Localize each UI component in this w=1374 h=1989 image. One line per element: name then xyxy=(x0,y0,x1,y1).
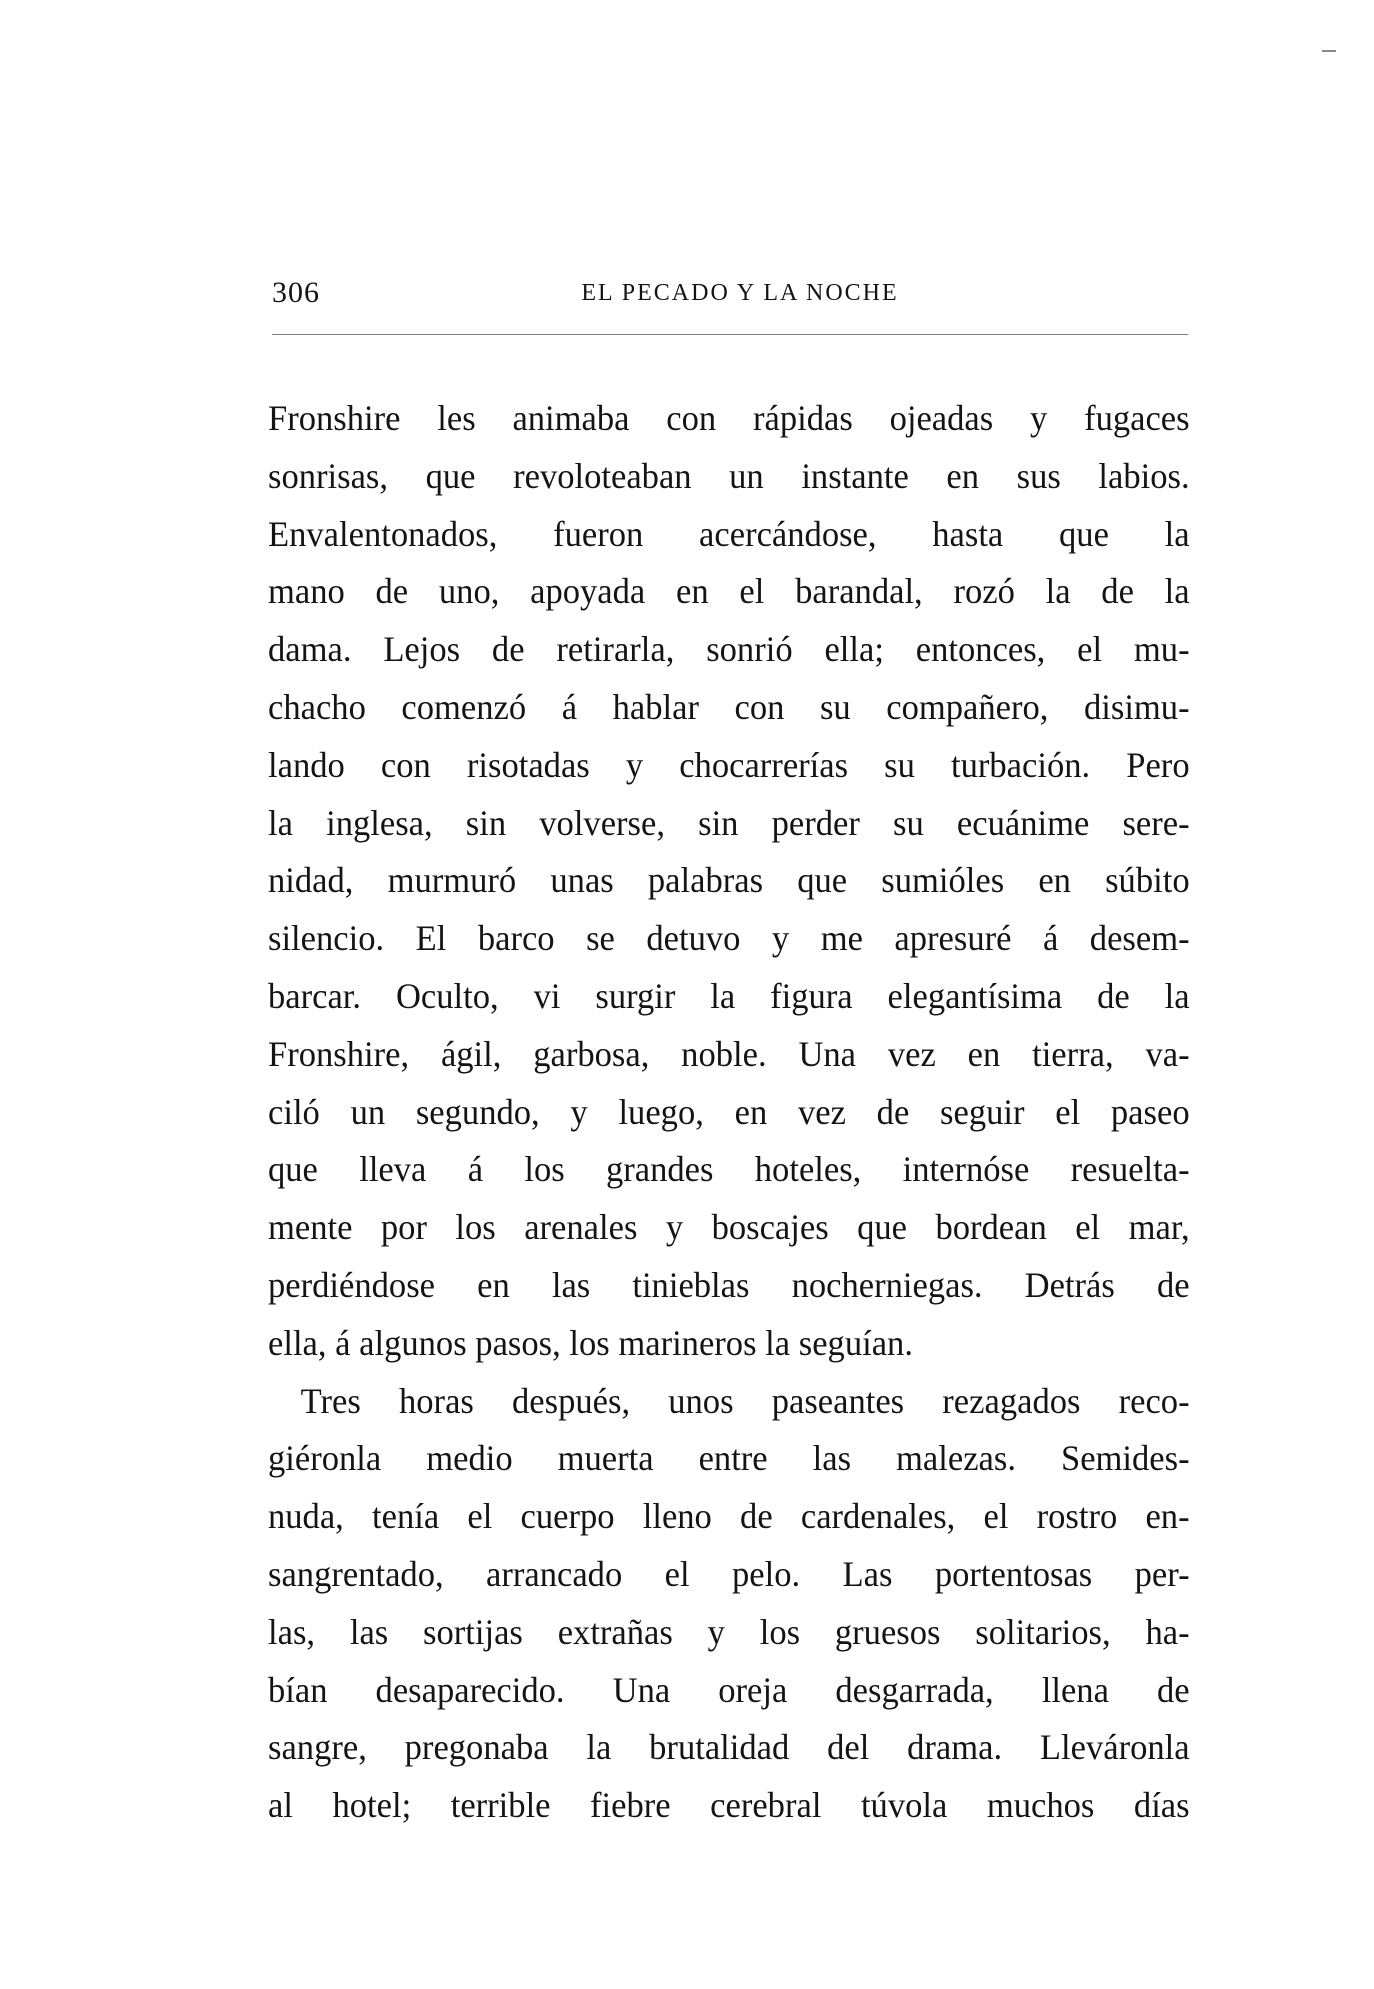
body-text xyxy=(268,390,1190,1835)
text-line: barcar. Oculto, vi surgir la figura elegantísima de la xyxy=(268,975,1190,1016)
header-rule xyxy=(272,334,1188,335)
text-line: la inglesa, sin volverse, sin perder su ecuánime sere- xyxy=(268,802,1190,843)
running-header xyxy=(272,276,1188,320)
text-line: lando con risotadas y chocarrerías su turbación. Pero xyxy=(268,744,1190,785)
text-line: chacho comenzó á hablar con su compañero, disimu- xyxy=(268,686,1190,727)
paragraph xyxy=(268,1373,1190,1835)
text-line: ella, á algunos pasos, los marineros la seguían. xyxy=(268,1322,913,1363)
page-number: 306 xyxy=(272,276,320,309)
text-line: perdiéndose en las tinieblas nocherniegas. Detrás de xyxy=(268,1264,1190,1305)
text-line: las, las sortijas extrañas y los gruesos solitarios, ha- xyxy=(268,1611,1190,1652)
text-line: al hotel; terrible fiebre cerebral túvola muchos días xyxy=(268,1785,1190,1826)
text-line: nidad, murmuró unas palabras que sumióles en súbito xyxy=(268,860,1190,901)
text-line: ciló un segundo, y luego, en vez de seguir el paseo xyxy=(268,1091,1190,1132)
text-line: bían desaparecido. Una oreja desgarrada, llena de xyxy=(268,1669,1190,1710)
text-line: giéronla medio muerta entre las malezas. Semides- xyxy=(268,1438,1190,1479)
text-line: mente por los arenales y boscajes que bordean el mar, xyxy=(268,1207,1190,1248)
text-line: dama. Lejos de retirarla, sonrió ella; entonces, el mu- xyxy=(268,629,1190,670)
text-line: sangre, pregonaba la brutalidad del drama. Lleváronla xyxy=(268,1727,1190,1768)
paragraph xyxy=(268,390,1190,1373)
text-line: Fronshire, ágil, garbosa, noble. Una vez en tierra, va- xyxy=(268,1033,1190,1074)
text-line: mano de uno, apoyada en el barandal, rozó la de la xyxy=(268,571,1190,612)
text-line: Tres horas después, unos paseantes rezagados reco- xyxy=(300,1380,1190,1421)
text-line: Fronshire les animaba con rápidas ojeadas y fugaces xyxy=(268,398,1190,438)
text-line: Envalentonados, fueron acercándose, hasta que la xyxy=(268,513,1190,554)
text-line: silencio. El barco se detuvo y me apresuré á desem- xyxy=(268,918,1190,959)
scan-speck xyxy=(1322,50,1336,52)
text-line: sangrentado, arrancado el pelo. Las portentosas per- xyxy=(268,1553,1190,1594)
text-line: que lleva á los grandes hoteles, internóse resuelta- xyxy=(268,1149,1190,1190)
text-line: sonrisas, que revoloteaban un instante en sus labios. xyxy=(268,455,1190,496)
running-title: EL PECADO Y LA NOCHE xyxy=(581,280,899,306)
text-line: nuda, tenía el cuerpo lleno de cardenales, el rostro en- xyxy=(268,1496,1190,1537)
